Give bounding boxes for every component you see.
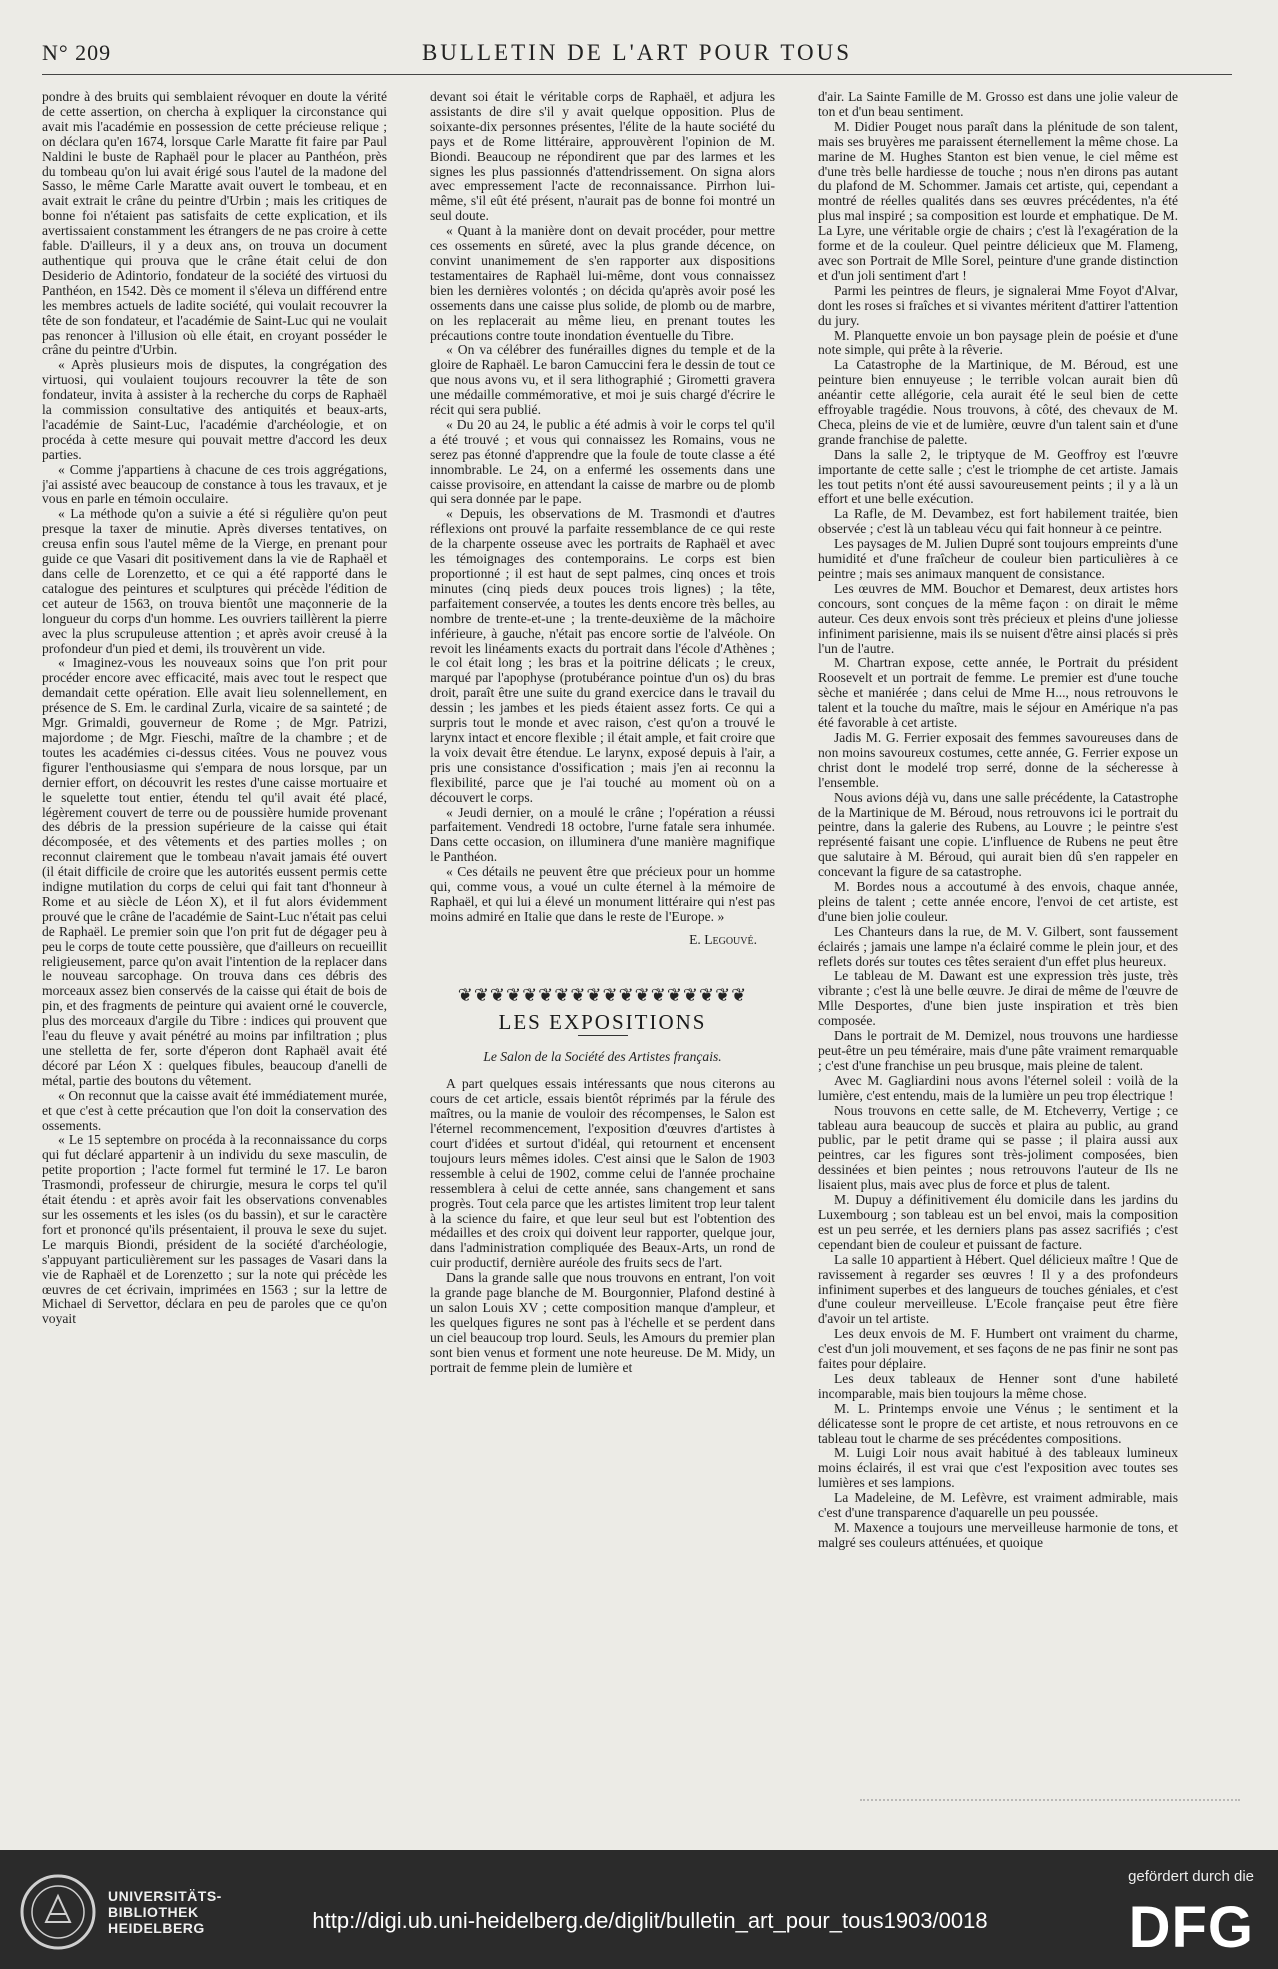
paragraph: M. Luigi Loir nous avait habitué à des tableaux lumineux moins éclairés, il est vrai que c'est l'exposition avec toutes ses lumières et ses lampions.: [818, 1445, 1178, 1491]
paragraph: « Ces détails ne peuvent être que précieux pour un homme qui, comme vous, a voué un culte éternel à la mémoire de Raphaël, et qui lui a élevé un monument littéraire qui n'est pas moins admiré en Italie que dans le reste de l'Europe. »: [430, 864, 775, 924]
paragraph: M. Chartran expose, cette année, le Portrait du président Roosevelt et un portrait de femme. Le premier est d'une touche sèche et maniérée ; dans celui de Mme H..., nous retrouvons le talent et la touche du maître, mais le séjour en Amérique n'a pas été favorable à cet artiste.: [818, 655, 1178, 731]
university-seal-icon: [18, 1872, 98, 1952]
column-2: [430, 90, 775, 1790]
paragraph: Nous avions déjà vu, dans une salle précédente, la Catastrophe de la Martinique de M. Béroud, nous retrouvons ici le portrait du peintre, dans la galerie des Rubens, au Louvre ; le peintre s'est représenté faisant une copie. L'influence de Rubens ne peut être que salutaire à M. Béroud, qui aurait bien dû s'en rappeler en concevant la figure de sa catastrophe.: [818, 789, 1178, 880]
library-name-line: BIBLIOTHEK: [108, 1904, 199, 1920]
paragraph: Les œuvres de MM. Bouchor et Demarest, deux artistes hors concours, sont conçues de la même façon : on dirait le même auteur. Ces deux envois sont très précieux et pleins d'une joliesse infiniment parisienne, mais ils se nuisent d'être ainsi placés si près l'un de l'autre.: [818, 580, 1178, 656]
funding-note: gefördert durch die: [1128, 1868, 1254, 1885]
paragraph: « La méthode qu'on a suivie a été si régulière qu'on peut presque la taxer de minutie. Après diverses tentatives, on creusa enfin sous l'autel même de la Vierge, en prenant pour guide ce que Vasari dit positivement dans la vie de Raphaël et dans celle de Lorenzetto, et ce qui a été rapporté dans le catalogue des peintures et sculptures qui précède l'édition de cet auteur de 1563, on trouva bientôt une maçonnerie de la longueur du corps d'un homme. Les ouvriers taillèrent la pierre avec la plus scrupuleuse attention ; et après avoir creusé à la profondeur d'un pied et demi, ils trouvèrent un vide.: [42, 506, 387, 656]
paragraph: « Comme j'appartiens à chacune de ces trois aggrégations, j'ai assisté avec beaucoup de constance à tous les travaux, et je vous en parle en témoin occulaire.: [42, 461, 387, 507]
paragraph: Dans la salle 2, le triptyque de M. Geoffroy est l'œuvre importante de cette salle ; c'est le triomphe de cet artiste. Jamais les tout petits n'ont été aussi savoureusement peints ; il y a là un effort et une belle exécution.: [818, 446, 1178, 507]
paragraph: M. L. Printemps envoie une Vénus ; le sentiment et la délicatesse sont le propre de cet artiste, et nous retrouvons en ce tableau tout le charme de ses précédentes compositions.: [818, 1400, 1178, 1446]
paragraph: « Du 20 au 24, le public a été admis à voir le corps tel qu'il a été trouvé ; et vous qui connaissez les Romains, vous ne serez pas étonné d'apprendre que la foule de toute classe a été innombrable. Le 24, on a enfermé les ossements dans une caisse provisoire, en attendant la caisse de marbre ou de plomb qui sera donnée par le pape.: [430, 416, 775, 507]
section-subtitle: Le Salon de la Société des Artistes français.: [483, 1049, 722, 1065]
paragraph: « On reconnut que la caisse avait été immédiatement murée, et que c'est à cette précaution que l'on doit la conservation des ossements.: [42, 1087, 387, 1133]
column-1: [42, 90, 387, 1790]
paragraph: M. Maxence a toujours une merveilleuse harmonie de tons, et malgré ses couleurs atténuées, et quoique: [818, 1520, 1178, 1550]
permalink[interactable]: http://digi.ub.uni-heidelberg.de/diglit/bulletin_art_pour_tous1903/0018: [312, 1908, 988, 1933]
paragraph: Avec M. Gagliardini nous avons l'éternel soleil : voilà de la lumière, c'est entendu, mais de la lumière un peu trop électrique !: [818, 1072, 1178, 1103]
column-3: [818, 90, 1178, 1790]
author-signature: E. Legouvé.: [689, 931, 757, 947]
paragraph: M. Planquette envoie un bon paysage plein de poésie et d'une note simple, qui prête à la rêverie.: [818, 327, 1178, 358]
paragraph: M. Dupuy a définitivement élu domicile dans les jardins du Luxembourg ; son tableau est un bel envoi, mais la composition est un peu serrée, et les derniers plans pas assez sacrifiés ; c'est cependant bien de couleur et puissant de facture.: [818, 1192, 1178, 1252]
paragraph: La salle 10 appartient à Hébert. Quel délicieux maître ! Que de ravissement à regarder ses œuvres ! Il y a des profondeurs infiniment superbes et des langueurs de touches géniales, et c'est d'une couleur merveilleuse. L'Ecole française peut être fière d'avoir un tel artiste.: [818, 1251, 1178, 1327]
paragraph: Jadis M. G. Ferrier exposait des femmes savoureuses dans de non moins savoureux costumes, cette année, G. Ferrier expose un christ dont le modelé trop serré, donne de la sécheresse à l'ensemble.: [818, 729, 1178, 790]
paragraph: Le tableau de M. Dawant est une expression très juste, très vibrante ; c'est là une belle œuvre. Je dirai de même de l'œuvre de Mlle Desportes, d'une bien juste inspiration et très bien composée.: [818, 968, 1178, 1029]
paragraph: d'air. La Sainte Famille de M. Grosso est dans une jolie valeur de ton et d'un beau sentiment.: [818, 90, 1178, 119]
paragraph: « Quant à la manière dont on devait procéder, pour mettre ces ossements en sûreté, avec la plus grande décence, on convint unanimement de s'en rapporter aux dispositions testamentaires de Raphaël lui-même, dont vous connaissez bien les dernières volontés ; on décida qu'après avoir posé les ossements dans une caisse plus solide, de plomb ou de marbre, on les replacerait au même lieu, en prenant toutes les précautions contre toute inondation éventuelle du Tibre.: [430, 223, 775, 343]
page-header: [42, 40, 1232, 70]
bleed-through-mark: [860, 1799, 1240, 1809]
viewer-footer: [0, 1850, 1278, 1969]
paragraph: « On va célébrer des funérailles dignes du temple et de la gloire de Raphaël. Le baron Camuccini fera le dessin de tout ce que nous avons vu, et il sera lithographié ; Girometti gravera une médaille commémorative, et moi je suis chargé d'écrire le récit qui sera publié.: [430, 342, 775, 418]
library-name-line: HEIDELBERG: [108, 1920, 205, 1936]
paragraph: Dans le portrait de M. Demizel, nous trouvons une hardiesse peut-être un peu téméraire, mais d'une pâte vraiment remarquable ; c'est d'une franchise un peu brusque, mais pleine de talent.: [818, 1028, 1178, 1073]
paragraph: La Catastrophe de la Martinique, de M. Béroud, est une peinture bien ennuyeuse ; le terrible volcan aurait bien dû anéantir cette allégorie, cela aurait été le seul bien de cette effroyable tragédie. Nous trouvons, à côté, des chevaux de M. Checa, pleins de vie et de lumière, œuvre d'un talent sain et d'une grande franchise de palette.: [818, 357, 1178, 447]
page-number: N° 209: [42, 40, 112, 65]
paragraph: La Madeleine, de M. Lefèvre, est vraiment admirable, mais c'est d'une transparence d'aquarelle un peu poussée.: [818, 1490, 1178, 1521]
paragraph: devant soi était le véritable corps de Raphaël, et adjura les assistants de dire s'il y avait quelque opposition. Plus de soixante-dix personnes présentes, l'élite de la haute société du pays et de Rome littéraire, approuvèrent l'opinion de M. Biondi. Beaucoup ne répondirent que par des larmes et les signes les plus passionnés d'attendrissement. On signa alors avec empressement l'acte de reconnaissance. Pirrhon lui-même, s'il eût été présent, n'aurait pas de bonne foi montré un seul doute.: [430, 90, 775, 224]
paragraph: La Rafle, de M. Devambez, est fort habilement traitée, bien observée ; c'est là un tableau vécu qui fait honneur à ce peintre.: [818, 506, 1178, 537]
paragraph: Les paysages de M. Julien Dupré sont toujours empreints d'une humidité et d'une fraîcheur de couleur bien particulières à ce peintre ; mais ses animaux manquent de consistance.: [818, 536, 1178, 581]
paragraph: M. Didier Pouget nous paraît dans la plénitude de son talent, mais ses bruyères me paraissent éternellement la même chose. La marine de M. Hughes Stanton est bien venue, le ciel même est d'une très belle hardiesse de touche ; nous n'en dirons pas autant du plafond de M. Schommer. Jamais cet artiste, qui, cependant a montré de réelles qualités dans ses œuvres précédentes, n'a été plus mal inspiré ; sa composition est lourde et emphatique. De M. La Lyre, une véritable orgie de chairs ; c'est là l'exagération de la forme et de la couleur. Quel peintre délicieux que M. Flameng, avec son Portrait de Mlle Sorel, peinture d'une grande distinction et d'un joli sentiment d'art !: [818, 118, 1178, 283]
paragraph: A part quelques essais intéressants que nous citerons au cours de cet article, essais bientôt réprimés par la férule des maîtres, ou la manie de vouloir des récompenses, le Salon est l'éternel recommencement, l'exposition d'œuvres d'artistes à court d'idées et surtout d'idéal, qui retournent et encensent toujours leurs mêmes idoles. C'est ainsi que le Salon de 1903 ressemble à celui de 1902, comme celui de l'année prochaine ressemblera à celui de cette année, sans changement et sans progrès. Tout cela parce que les artistes limitent trop leur talent à la science du faire, et que leur seul but est l'obtention des médailles et des croix qui doivent leur rapporter, quelque jour, dans l'administration compliquée des Beaux-Arts, un rond de cuir productif, dernière auréole des fruits secs de l'art.: [430, 1076, 775, 1271]
header-rule: [42, 74, 1232, 75]
paragraph: Les Chanteurs dans la rue, de M. V. Gilbert, sont faussement éclairés ; jamais une lampe n'a éclairé comme le plein jour, et des reflets dorés sur toutes ces têtes seraient d'un effet plus heureux.: [818, 923, 1178, 969]
paragraph: « Le 15 septembre on procéda à la reconnaissance du corps qui fut déclaré appartenir à un individu du sexe masculin, de petite proportion ; l'acte formel fut terminé le 17. Le baron Trasmondi, professeur de chirurgie, mesura le corps tel qu'il était étendu : et après avoir fait les observations convenables sur les ossements et les isles (os du bassin), et sur le caractère fort et prononcé qu'ils présentaient, il prouva le sexe du sujet. Le marquis Biondi, président de la société d'archéologie, s'appuyant particulièrement sur les passages de Vasari dans la vie de Raphaël et de Lorenzetto ; sur la note qui précède les œuvres de cet écrivain, imprimées en 1563 ; sur la lettre de Michael di Servettor, déclara en peu de paroles que ce qu'on voyait: [42, 1132, 387, 1327]
journal-title: BULLETIN DE L'ART POUR TOUS: [421, 40, 853, 65]
paragraph: Parmi les peintres de fleurs, je signalerai Mme Foyot d'Alvar, dont les roses si fraîches et si vivantes méritent d'attirer l'attention du jury.: [818, 282, 1178, 328]
paragraph: « Jeudi dernier, on a moulé le crâne ; l'opération a réussi parfaitement. Vendredi 18 octobre, l'urne fatale sera inhumée. Dans cette occasion, on illuminera d'une manière magnifique le Panthéon.: [430, 804, 775, 865]
paragraph: Les deux envois de M. F. Humbert ont vraiment du charme, c'est d'un joli mouvement, et ses façons de ne pas finir ne sont pas faites pour déplaire.: [818, 1326, 1178, 1372]
ornament-divider: ❦❦❦❦❦❦❦❦❦❦❦❦❦❦❦❦❦❦: [457, 984, 748, 1005]
paragraph: Nous trouvons en cette salle, de M. Etcheverry, Vertige ; ce tableau aura beaucoup de succès et plaira au public, au grand public, par le petit drame qui se passe ; il plaira aussi aux peintres, car les figures sont très-joliment composées, bien dessinées et bien peintes ; nous retrouvons l'auteur de Ils ne lisaient plus, mais avec plus de force et plus de talent.: [818, 1102, 1178, 1193]
paragraph: Les deux tableaux de Henner sont d'une habileté incomparable, mais bien toujours la même chose.: [818, 1370, 1178, 1401]
title-rule: [578, 1035, 628, 1036]
paragraph: « Depuis, les observations de M. Trasmondi et d'autres réflexions ont prouvé la parfaite ressemblance de ce qui reste de la charpente osseuse avec les portraits de Raphaël et avec les témoignages des contemporains. Le corps est bien proportionné ; il est haut de sept palmes, cinq onces et trois minutes (cinq pieds deux pouces trois lignes) ; la tête, parfaitement conservée, a toutes les dents encore très belles, au nombre de trente-et-une ; la trente-deuxième de la mâchoire inférieure, à gauche, n'était pas encore sortie de l'alvéole. On revoit les linéaments exacts du portrait dans l'école d'Athènes ; le col était long ; les bras et la poitrine délicats ; le creux, marqué par l'apophyse (protubérance pointue d'un os) du bras droit, paraît être une suite du grand exercice dans le travail du dessin ; les jambes et les pieds étaient assez forts. Ce qui a surpris tout le monde et avec raison, c'est qu'on a trouvé le larynx intact et encore flexible ; il était ample, et fait croire que la voix devait être étendue. Le larynx, exposé depuis à l'air, a pris une consistance d'ossification ; mais j'en ai reconnu la flexibilité, parce que je l'ai touché au moment où on a découvert le corps.: [430, 506, 775, 805]
paragraph: « Après plusieurs mois de disputes, la congrégation des virtuosi, qui voulaient toujours recouvrer la tête de son fondateur, invita à assister à la recherche du corps de Raphaël la commission consultative des antiquités et beaux-arts, l'académie de Saint-Luc, l'académie d'archéologie, et on procéda à cette mesure qui pouvait mettre d'accord les deux parties.: [42, 357, 387, 462]
paragraph: pondre à des bruits qui semblaient révoquer en doute la vérité de cette assertion, on chercha à expliquer la circonstance qui avait mis l'académie en possession de cette précieuse relique ; on déclara qu'en 1674, lorsque Carle Maratte fit faire par Paul Naldini le buste de Raphaël pour le placer au Panthéon, près du tombeau qu'on lui avait érigé sous l'autel de la madone del Sasso, le même Carle Maratte avait ouvert le tombeau, et en avait extrait le crâne du peintre d'Urbin ; mais les critiques de bonne foi n'étaient pas satisfaits de cette explication, et ils avertissaient constamment les étrangers de ne pas croire à cette fable. D'ailleurs, il y a deux ans, on trouva un document authentique qui prouva que le crâne était celui de don Desiderio de Adintorio, fondateur de la société des virtuosi du Panthéon, en 1542. Dès ce moment il s'éleva un différend entre les membres actuels de ladite société, qui voulait recouvrer la tête de son fondateur, et l'académie de Saint-Luc qui ne voulait pas renoncer à l'illusion où elle était, en croyant posséder le crâne du peintre d'Urbin.: [42, 90, 387, 358]
dfg-logo: DFG: [1128, 1895, 1254, 1960]
paragraph: Dans la grande salle que nous trouvons en entrant, l'on voit la grande page blanche de M. Bourgonnier, Plafond destiné à un salon Louis XV ; cette composition manque d'ampleur, et les quelques figures ne sont pas à l'échelle et se perdent dans un ciel beaucoup trop lourd. Seuls, les Amours du premier plan sont bien venus et forment une note heureuse. De M. Midy, un portrait de femme plein de lumière et: [430, 1270, 775, 1375]
paragraph: « Imaginez-vous les nouveaux soins que l'on prit pour procéder encore avec efficacité, mais avec tout le respect que demandait cette opération. Elle avait lieu solennellement, en présence de S. Em. le cardinal Zurla, vicaire de sa sainteté ; de Mgr. Grimaldi, gouverneur de Rome ; de Mgr. Patrizi, majordome ; de Mgr. Fieschi, maître de la chambre ; et de toutes les académies ci-dessus citées. Vous ne pouvez vous figurer l'enthousiasme qui s'empara de nous lorsque, par un dernier effort, on découvrit les restes d'une caisse mortuaire et le squelette tout entier, étendu tel qu'il avait été placé, légèrement couvert de terre ou de poussière humide provenant des débris de la pression supérieure de la caisse qui était décomposée, et des vêtements et des parties molles ; on reconnut clairement que le tombeau n'avait jamais été ouvert (il était difficile de croire que les autorités eussent permis cette indigne mutilation du corps de celui qui fait tant d'honneur à Rome et au siècle de Léon X), et il fut alors évidemment prouvé que le crâne de l'académie de Saint-Luc n'était pas celui de Raphaël. Le premier soin que l'on prit fut de dégager peu à peu le corps de toute cette poussière, que d'ailleurs on recueillit religieusement, parce qu'on avait l'intention de la replacer dans le nouveau sarcophage. On trouva dans ces débris des morceaux assez bien conservés de la caisse qui était de bois de pin, et des fragments de peinture qui avaient orné le couvercle, plus des morceaux d'argile du Tibre : indices qui prouvent que l'eau du fleuve y avait pénétré au moins par infiltration ; plus une stelletta de fer, sorte d'éperon dont Raphaël avait été décoré par Léon X : quelques fibules, beaucoup d'anelli de métal, partie des boutons du vêtement.: [42, 655, 387, 1088]
section-title: LES EXPOSITIONS: [498, 1009, 707, 1034]
paragraph: M. Bordes nous a accoutumé à des envois, chaque année, pleins de talent ; cette année encore, l'envoi de cet artiste, est d'une bien jolie couleur.: [818, 879, 1178, 924]
library-name-line: UNIVERSITÄTS-: [108, 1888, 222, 1904]
library-name: [108, 1888, 222, 1936]
